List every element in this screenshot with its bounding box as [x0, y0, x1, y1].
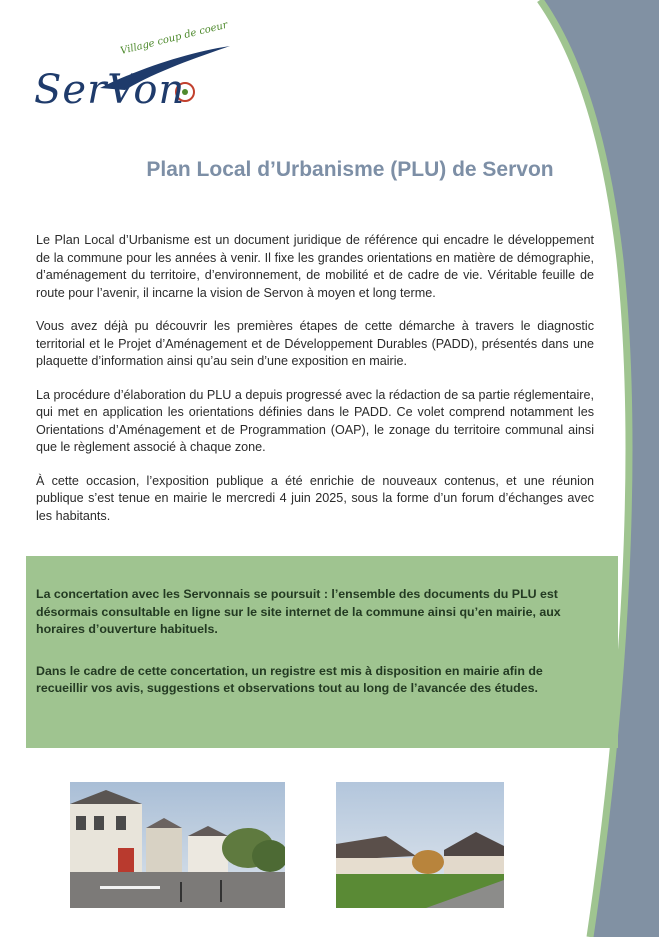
paragraph: La procédure d’élaboration du PLU a depuis progressé avec la rédaction de sa partie réglementaire, qui met en application les orientations définies dans le PADD. Ce volet comprend notamment les Orientations d’Aménagement et de Programmation (OAP), le zonage du territoire communal ainsi que le règlement associé à chaque zone.: [36, 387, 594, 454]
paragraph: Vous avez déjà pu découvrir les premières étapes de cette démarche à travers le diagnostic territorial et le Projet d’Aménagement et de Développement Durables (PADD), présentés dans une plaquette d’information ainsi qu’au sein d’une exposition en mairie.: [36, 319, 594, 368]
logo-tagline: Village coup de coeur: [119, 19, 229, 57]
servon-logo: [30, 19, 235, 118]
page-title: Plan Local d’Urbanisme (PLU) de Servon: [146, 158, 554, 181]
paragraph: Le Plan Local d’Urbanisme est un document juridique de référence qui encadre le développement de la commune pour les années à venir. Il fixe les grandes orientations en matière de démographie, d’aménagement du territoire, d’environnement, de mobilité et de cadre de vie. Véritable feuille de route pour l’avenir, il incarne la vision de Servon à moyen et long terme.: [36, 233, 594, 300]
school-building-photo: [336, 782, 504, 908]
intro-text: [36, 232, 594, 541]
paragraph: À cette occasion, l’exposition publique a été enrichie de nouveaux contenus, et une réunion publique s’est tenue en mairie le mercredi 4 juin 2025, sous la forme d’un forum d’échanges avec les habitants.: [36, 473, 594, 523]
highlight-paragraph: La concertation avec les Servonnais se poursuit : l’ensemble des documents du PLU est désormais consultable en ligne sur le site internet de la commune ainsi qu’en mairie, aux horaires d’ouverture habituels.: [36, 587, 561, 636]
concertation-highlight-box: [26, 556, 618, 748]
highlight-paragraph: Dans le cadre de cette concertation, un registre est mis à disposition en mairie afin de recueillir vos avis, suggestions et observations tout au long de l’avancée des études.: [36, 663, 543, 695]
town-street-photo: [70, 782, 285, 908]
logo-wordmark: SerVon: [34, 67, 186, 113]
